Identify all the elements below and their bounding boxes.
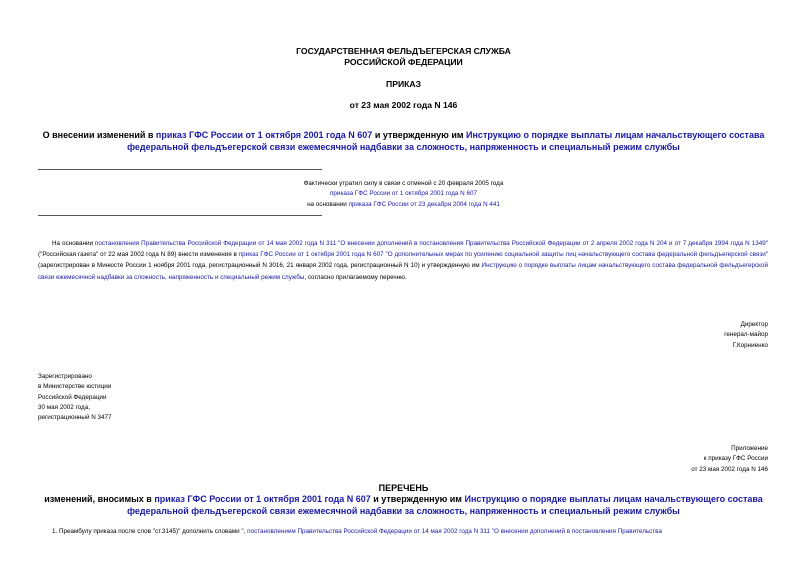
registration-line: регистрационный N 3477: [38, 414, 112, 422]
list-text-1: изменений, вносимых в: [44, 494, 155, 504]
registration-line: 30 мая 2002 года,: [38, 403, 90, 411]
item1-text: 1. Преамбулу приказа после слов "ст.3145)" дополнить словами ",: [52, 528, 248, 535]
title-text-1: О внесении изменений в: [42, 130, 156, 140]
title-text-2: и утвержденную им: [372, 130, 467, 140]
validity-prefix: на основании: [307, 200, 349, 208]
validity-line1: Фактически утратил силу в связи с отменой с 20 февраля 2005 года: [303, 180, 504, 187]
registration-line: в Министерстве юстиции: [38, 383, 112, 391]
appendix-line2: к приказу ГФС России: [703, 455, 768, 463]
title-link-order-607[interactable]: приказ ГФС России от 1 октября 2001 года N 607: [155, 130, 373, 140]
registration-block: [38, 372, 338, 423]
list-subheading: [40, 494, 767, 517]
registration-line: Зарегистрировано: [38, 373, 92, 380]
appendix-block: [500, 444, 768, 475]
appendix-line3: от 23 мая 2002 года N 146: [691, 465, 768, 473]
list-link-order-607[interactable]: приказ ГФС России от 1 октября 2001 года N 607: [154, 494, 371, 504]
registration-line: Российской Федерации: [38, 393, 107, 401]
divider-top: [38, 169, 322, 170]
body-link-instruction[interactable]: Инструкцию о порядке выплаты лицам начальствующего состава федеральной фельдъегерской связи ежемесячной надбавки за сложность, напряженность и специальный режим службы: [38, 262, 768, 281]
divider-bottom: [38, 215, 322, 216]
list-item-1: [52, 527, 768, 537]
issuer-line2: РОССИЙСКОЙ ФЕДЕРАЦИИ: [344, 57, 463, 67]
validity-link-order-607[interactable]: приказа ГФС России от 1 октября 2001 года N 607: [330, 190, 477, 198]
body-link-order-607[interactable]: приказ ГФС России от 1 октября 2001 года N 607 "О дополнительных мерах по усилению социальной защиты лиц начальствующего состава федеральной фельдъегерской связи": [238, 251, 768, 259]
body-paragraph: [38, 238, 768, 283]
signature-position: Директор: [740, 321, 768, 328]
body-text-1: На основании: [52, 240, 96, 247]
list-heading: ПЕРЕЧЕНЬ: [378, 483, 429, 493]
validity-note: [0, 179, 807, 210]
signature-rank: генерал-майор: [724, 331, 768, 339]
document-type: ПРИКАЗ: [386, 79, 421, 89]
body-text-2: ("Российская газета" от 22 мая 2002 года N 89) внести изменения в: [38, 251, 239, 259]
signature-block: [500, 320, 768, 351]
body-link-resolution-311[interactable]: постановления Правительства Российской Федерации от 14 мая 2002 года N 311 "О внесении дополнений в постановления Правительства Российской Федерации от 2 апреля 2002 года N 204 и от 7 декабря 1994 года N 1349": [95, 240, 768, 247]
appendix-line1: Приложение: [731, 445, 768, 452]
body-text-3: (зарегистрирован в Минюсте России 1 ноября 2001 года, регистрационный N 3016, 21 января 2002 года, регистрационный N 10) и утвержденную им: [38, 262, 482, 270]
issuer-line1: ГОСУДАРСТВЕННАЯ ФЕЛЬДЪЕГЕРСКАЯ СЛУЖБА: [296, 46, 511, 56]
title-link-instruction[interactable]: Инструкцию о порядке выплаты лицам начальствующего состава федеральной фельдъегерской связи ежемесячной надбавки за сложность, напряженность и специальный режим службы: [127, 130, 765, 152]
validity-link-order-441[interactable]: приказа ГФС России от 23 декабря 2004 года N 441: [348, 200, 500, 208]
item1-link-resolution-311[interactable]: постановлением Правительства Российской Федерации от 14 мая 2002 года N 311 "О внесении дополнений в постановления Правительства: [247, 528, 662, 535]
list-link-instruction[interactable]: Инструкцию о порядке выплаты лицам начальствующего состава федеральной фельдъегерской связи ежемесячной надбавки за сложность, напряженность и специальный режим службы: [127, 494, 763, 516]
list-text-2: и утвержденную им: [370, 494, 465, 504]
signature-name: Г.Корниенко: [732, 341, 768, 349]
body-text-4: , согласно прилагаемому перечню.: [304, 273, 407, 281]
document-date-number: от 23 мая 2002 года N 146: [349, 100, 458, 110]
document-title: [30, 130, 777, 153]
